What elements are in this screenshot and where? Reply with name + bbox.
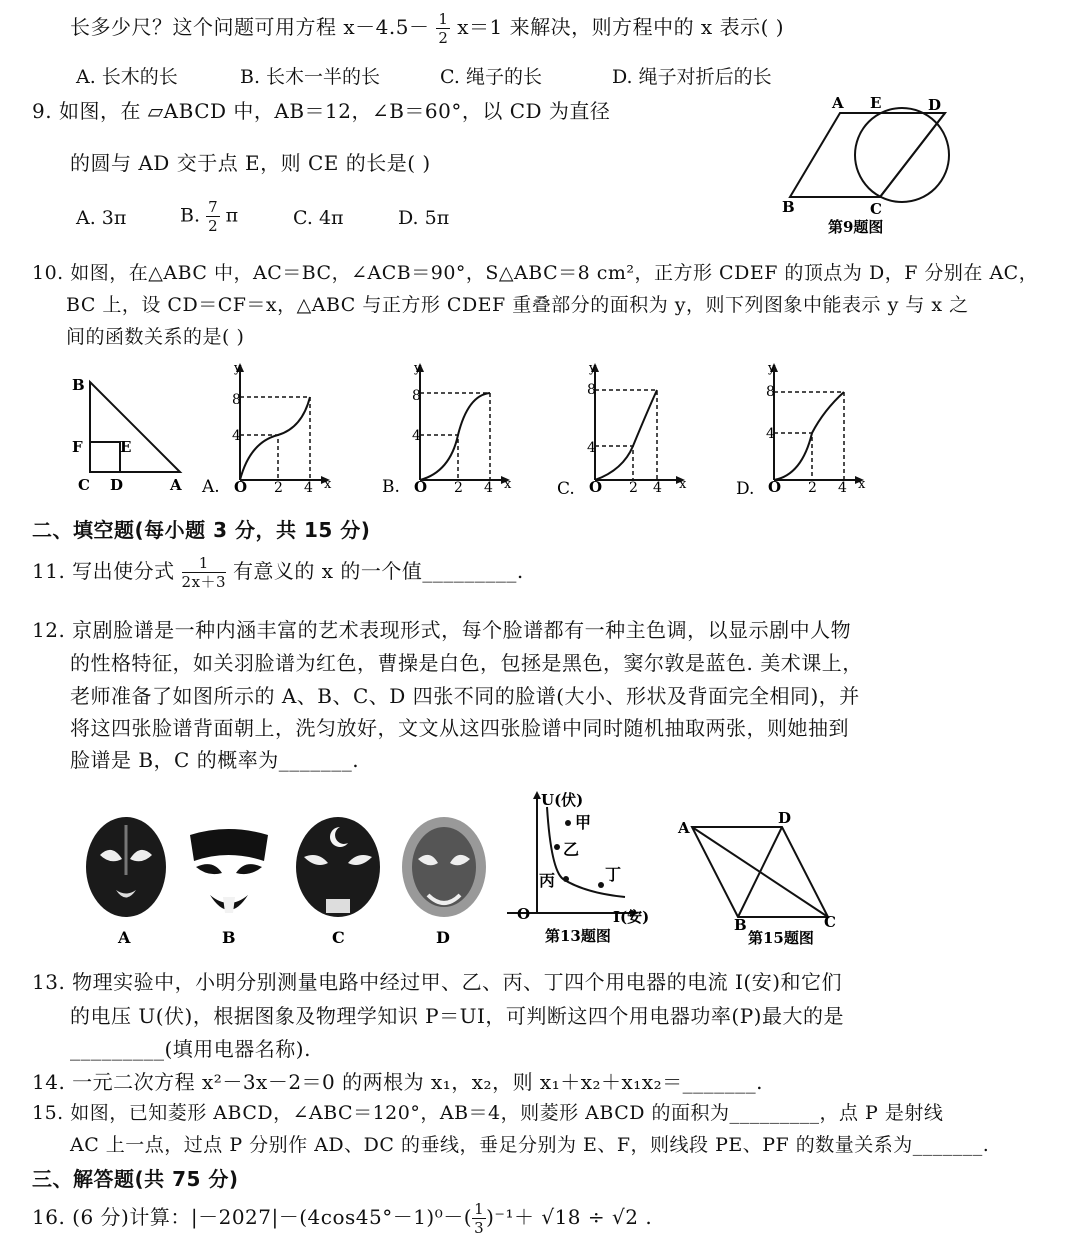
point-d: D: [110, 476, 124, 494]
q9-option-b: [180, 198, 238, 235]
point-f: F: [72, 438, 83, 456]
point-b: B: [734, 916, 747, 934]
q9-option-b-label: B.: [180, 204, 201, 227]
point-c: C: [78, 476, 90, 494]
q9-option-d: D. 5π: [398, 207, 450, 229]
q16-frac-num: 1: [474, 1200, 485, 1218]
point-b: B: [782, 198, 795, 216]
graph-b-axis-y: y: [414, 361, 422, 376]
point-c: C: [870, 200, 882, 218]
q13-line1: 13. 物理实验中，小明分别测量电路中经过甲、乙、丙、丁四个用电器的电流 I(安)和它们: [32, 970, 843, 994]
graph-c-axis-y: y: [589, 361, 597, 376]
section-2-title: 二、填空题(每小题 3 分，共 15 分): [32, 518, 371, 542]
q11-frac-den: 2x＋3: [181, 573, 227, 591]
graph-d-label: D.: [736, 479, 755, 499]
point-jia: 甲: [575, 813, 592, 832]
point-a: A: [678, 819, 690, 837]
q10-line3: 间的函数关系的是( ): [66, 326, 245, 348]
segment-cd: [880, 113, 945, 197]
graph-d-tick-8: 8: [766, 384, 775, 400]
q8-frac-num: 1: [438, 10, 449, 28]
graph-b-label: B.: [382, 477, 400, 497]
graph-c-label: C.: [557, 479, 575, 499]
point-c: C: [824, 913, 836, 931]
graph-d-tick-2: 2: [808, 480, 817, 496]
graph-a-tick-4: 4: [304, 480, 313, 496]
mask-b-image: [190, 829, 268, 913]
q9-b-num: 7: [208, 198, 218, 216]
q10-triangle-figure: [68, 372, 193, 497]
point-bing: 丙: [539, 871, 556, 890]
mask-c-image: [296, 817, 380, 917]
fig13-origin: O: [517, 905, 531, 923]
q12-line3: 老师准备了如图所示的 A、B、C、D 四张不同的脸谱(大小、形状及背面完全相同)，并: [70, 684, 860, 708]
graph-d-tick-4y: 4: [766, 426, 775, 442]
q8-option-a: A. 长木的长: [76, 66, 178, 88]
q12-line5: 脸谱是 B，C 的概率为_______.: [70, 748, 360, 772]
q12-line2: 的性格特征，如关羽脸谱为红色，曹操是白色，包拯是黑色，窦尔敦是蓝色. 美术课上，: [70, 651, 863, 675]
q8-stem-text2: x＝1 来解决，则方程中的 x 表示( ): [457, 15, 785, 39]
graph-c-tick-4: 4: [653, 480, 662, 496]
mask-a-image: [86, 817, 166, 917]
q9-caption: 第9题图: [828, 218, 884, 236]
q8-frac-den: 2: [438, 29, 449, 47]
q8-stem: [70, 10, 784, 47]
mask-c-label: C: [332, 928, 345, 947]
q10-graph-a: [200, 360, 370, 500]
q16-suffix: )⁻¹＋ √18 ÷ √2 .: [486, 1205, 653, 1229]
graph-b-axis-x: x: [504, 477, 512, 492]
q12-line4: 将这四张脸谱背面朝上，洗匀放好，文文从这四张脸谱中同时随机抽取两张，则她抽到: [70, 716, 849, 740]
q8-option-c: C. 绳子的长: [440, 66, 542, 88]
q11-prefix: 11. 写出使分式: [32, 559, 175, 583]
q13-line3: _________(填用电器名称).: [70, 1037, 311, 1061]
graph-a-tick-4y: 4: [232, 428, 241, 444]
q16-frac-den: 3: [474, 1219, 485, 1237]
point-b: B: [72, 376, 85, 394]
triangle-abc: [90, 382, 180, 472]
q10-graph-d: [730, 360, 900, 500]
graph-c-tick-2: 2: [629, 480, 638, 496]
graph-c-tick-8: 8: [587, 382, 596, 398]
q9-option-c: C. 4π: [293, 207, 344, 229]
q9-line1: 9. 如图，在 ▱ABCD 中，AB＝12，∠B＝60°，以 CD 为直径: [32, 99, 611, 123]
graph-c-axis-x: x: [679, 477, 687, 492]
point-d: D: [928, 96, 942, 114]
q9-line2: 的圆与 AD 交于点 E，则 CE 的长是( ): [70, 151, 431, 175]
graph-b-tick-2: 2: [454, 480, 463, 496]
q9-option-a: A. 3π: [76, 207, 127, 229]
graph-c-origin: O: [589, 478, 603, 496]
mask-a-label: A: [118, 928, 131, 947]
q10-line2: BC 上，设 CD＝CF＝x，△ABC 与正方形 CDEF 重叠部分的面积为 y，则下列图象中能表示 y 与 x 之: [66, 294, 969, 316]
diagonal-bd: [738, 827, 782, 917]
u-axis-label: U(伏): [541, 791, 584, 809]
graph-a-axis-y: y: [234, 361, 242, 376]
graph-b-tick-4y: 4: [412, 428, 421, 444]
point-ding: 丁: [605, 865, 622, 884]
q9-option-b-fraction: [206, 198, 220, 235]
q15-line2: AC 上一点，过点 P 分别作 AD、DC 的垂线，垂足分别为 E、F，则线段 PE、PF 的数量关系为_______.: [70, 1134, 990, 1156]
q15-line1: 15. 如图，已知菱形 ABCD，∠ABC＝120°，AB＝4，则菱形 ABCD 的面积为_________，点 P 是射线: [32, 1102, 944, 1124]
section-3-title: 三、解答题(共 75 分): [32, 1167, 239, 1191]
point-yi: 乙: [563, 840, 580, 859]
i-axis-label: I(安): [613, 908, 650, 926]
mask-d-image: [402, 817, 486, 917]
graph-d-axis-x: x: [858, 477, 866, 492]
graph-a-axis-x: x: [324, 477, 332, 492]
q8-stem-text: 长多少尺？这个问题可用方程 x－4.5－: [70, 15, 430, 39]
point-e: E: [870, 94, 882, 112]
q15-figure: [672, 805, 852, 950]
point-d: D: [778, 809, 792, 827]
opera-masks-figure: [78, 815, 498, 950]
q8-fraction: [436, 10, 450, 47]
q11-fraction: [182, 554, 227, 591]
graph-b-tick-8: 8: [412, 388, 421, 404]
circle-cd-diameter: [855, 108, 949, 202]
q14-line1: 14. 一元二次方程 x²－3x－2＝0 的两根为 x₁，x₂，则 x₁＋x₂＋x₁x₂＝_______.: [32, 1070, 763, 1094]
q13-figure: [505, 785, 675, 950]
point-a: A: [170, 476, 182, 494]
q13-caption: 第13题图: [545, 927, 611, 945]
q15-caption: 第15题图: [748, 929, 814, 947]
mask-b-label: B: [222, 928, 236, 947]
graph-c-tick-4y: 4: [587, 440, 596, 456]
q9-b-tail: π: [225, 204, 239, 227]
q8-option-b: B. 长木一半的长: [240, 66, 381, 88]
q16-fraction: [472, 1200, 486, 1237]
graph-a-tick-2: 2: [274, 480, 283, 496]
q9-b-den: 2: [208, 217, 218, 235]
graph-d-origin: O: [768, 478, 782, 496]
graph-d-tick-4: 4: [838, 480, 847, 496]
graph-d-axis-y: y: [768, 361, 776, 376]
graph-b-origin: O: [414, 478, 428, 496]
mask-d-label: D: [436, 928, 450, 947]
graph-a-origin: O: [234, 478, 248, 496]
q11-frac-num: 1: [182, 554, 227, 573]
q9-figure: [780, 90, 980, 240]
square-cdef: [90, 442, 120, 472]
point-a: A: [832, 94, 844, 112]
q10-line1: 10. 如图，在△ABC 中，AC＝BC，∠ACB＝90°，S△ABC＝8 cm²，正方形 CDEF 的顶点为 D，F 分别在 AC，: [32, 262, 1039, 284]
parallelogram-abcd: [790, 113, 945, 197]
graph-a-tick-8: 8: [232, 392, 241, 408]
point-e: E: [120, 438, 132, 456]
q11-suffix: 有意义的 x 的一个值_________.: [232, 559, 524, 583]
q16-prefix: 16. (6 分)计算：|－2027|－(4cos45°－1)⁰－(: [32, 1205, 473, 1229]
q11: [32, 554, 524, 591]
q10-graph-b: [380, 360, 550, 500]
graph-b-tick-4: 4: [484, 480, 493, 496]
graph-a-label: A.: [202, 477, 220, 497]
q10-graph-c: [555, 360, 725, 500]
q13-line2: 的电压 U(伏)，根据图象及物理学知识 P＝UI，可判断这四个用电器功率(P)最大的是: [70, 1004, 844, 1028]
q12-line1: 12. 京剧脸谱是一种内涵丰富的艺术表现形式，每个脸谱都有一种主色调，以显示剧中人物: [32, 618, 852, 642]
q8-option-d: D. 绳子对折后的长: [612, 66, 772, 88]
q16: [32, 1200, 652, 1237]
